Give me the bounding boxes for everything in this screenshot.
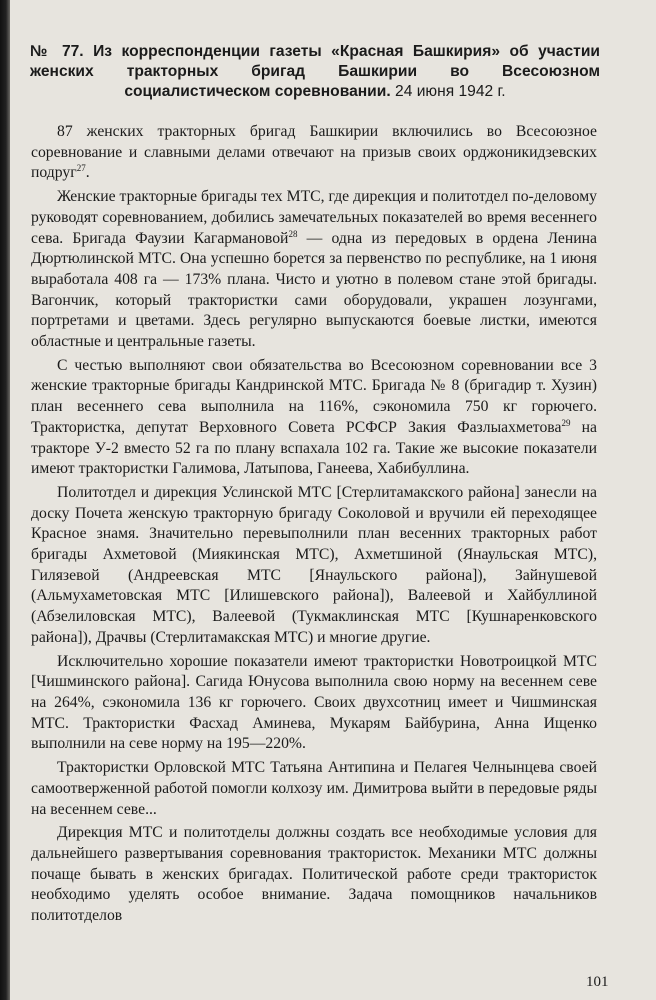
book-spine-shadow [0,0,10,1000]
paragraph-2-tail: — одна из передовых в ордена Ленина Дюртюлинской МТС. Она успешно борется за первенство по республике, на 1 июня выработала 408 га — 173% плана. Чисто и уютно в полевом стане этой бригады. Вагончик, который трактористки сами оборудовали, украшен лозунгами, портретами и цветами. Здесь регулярно выпускаются боевые листки, имеются областные и центральные газеты. [31,229,597,351]
paragraph-7: Дирекция МТС и политотделы должны создать все необходимые условия для дальнейшего развертывания соревнования трактористок. Механики МТС должны почаще бывать в женских бригадах. Политической работе среди трактористок необходимо уделять особое внимание. Задача помощников начальников политотделов [31,824,597,925]
paragraph-3-text: С честью выполняют свои обязательства во Всесоюзном соревновании все 3 женские тракторные бригады Кандринской МТС. Бригада № 8 (бригадир т. Хузин) план весеннего сева выполнила на 116%, сэкономила 750 кг горючего. Трактористка, депутат Верховного Совета РСФСР Закия Фазлыахметова [31,356,597,436]
footnote-ref-29: 29 [561,417,571,428]
paragraph-1-tail: . [85,164,90,182]
paragraph-5: Исключительно хорошие показатели имеют трактористки Новотроицкой МТС [Чишминского района]. Сагида Юнусова выполнила свою норму на весеннем севе на 264%, сэкономила 136 кг горючего. Своих двухсотниц имеет и Чишминская МТС. Трактористки Фасхад Аминева, Мукарям Байбурина, Анна Ищенко выполнили на севе норму на 195—220%. [31,652,597,753]
footnote-ref-28: 28 [288,228,298,239]
page-number: 101 [586,974,609,990]
paragraph-3 [31,356,597,480]
document-date: 24 июня 1942 г. [395,83,506,100]
footnote-ref-27: 27 [76,163,86,174]
document-title: № 77. Из корреспонденции газеты «Красная Башкирия» об участии женских тракторных бригад Башкирии во Всесоюзном социалистическом соревновании. [30,43,600,100]
paragraph-1 [31,122,597,184]
paragraph-1-text: 87 женских тракторных бригад Башкирии включились во Всесоюзное соревнование и славными делами отвечают на призыв своих орджоникидзевских подруг [31,123,597,182]
paragraph-3-tail: на тракторе У-2 вместо 52 га по плану вспахала 102 га. Такие же высокие показатели имеют трактористки Галимова, Латыпова, Ганеева, Хабибуллина. [31,418,597,478]
book-page [22,28,628,988]
paragraph-4: Политотдел и дирекция Услинской МТС [Стерлитамакского района] занесли на доску Почета женскую тракторную бригаду Соколовой и вручили ей переходящее Красное знамя. Значительно перевыполнили план весенних тракторных работ бригады Ахметовой (Миякинская МТС), Ахметшиной (Янаульская МТС), Гилязевой (Андреевская МТС [Янаульского района]), Зайнушевой (Альмухаметовская МТС [Илишевского района]), Валеевой и Хайбуллиной (Абзелиловская МТС), Валеевой (Тукмаклинская МТС [Кушнаренковского района]), Драчвы (Стерлитамакская МТС) и многие другие. [31,483,597,646]
document-heading [30,42,600,102]
paragraph-6: Трактористки Орловской МТС Татьяна Антипина и Пелагея Челнынцева своей самоотверженной работой помогли колхозу им. Димитрова выйти в передовые ряды на весеннем севе... [31,759,597,818]
paragraph-2 [31,187,597,353]
paragraph-2-text: Женские тракторные бригады тех МТС, где дирекция и политотдел по-деловому руководят соревнованием, добились замечательных показателей во время весеннего сева. Бригада Фаузии Кагармановой [31,188,597,247]
document-body [31,122,597,927]
